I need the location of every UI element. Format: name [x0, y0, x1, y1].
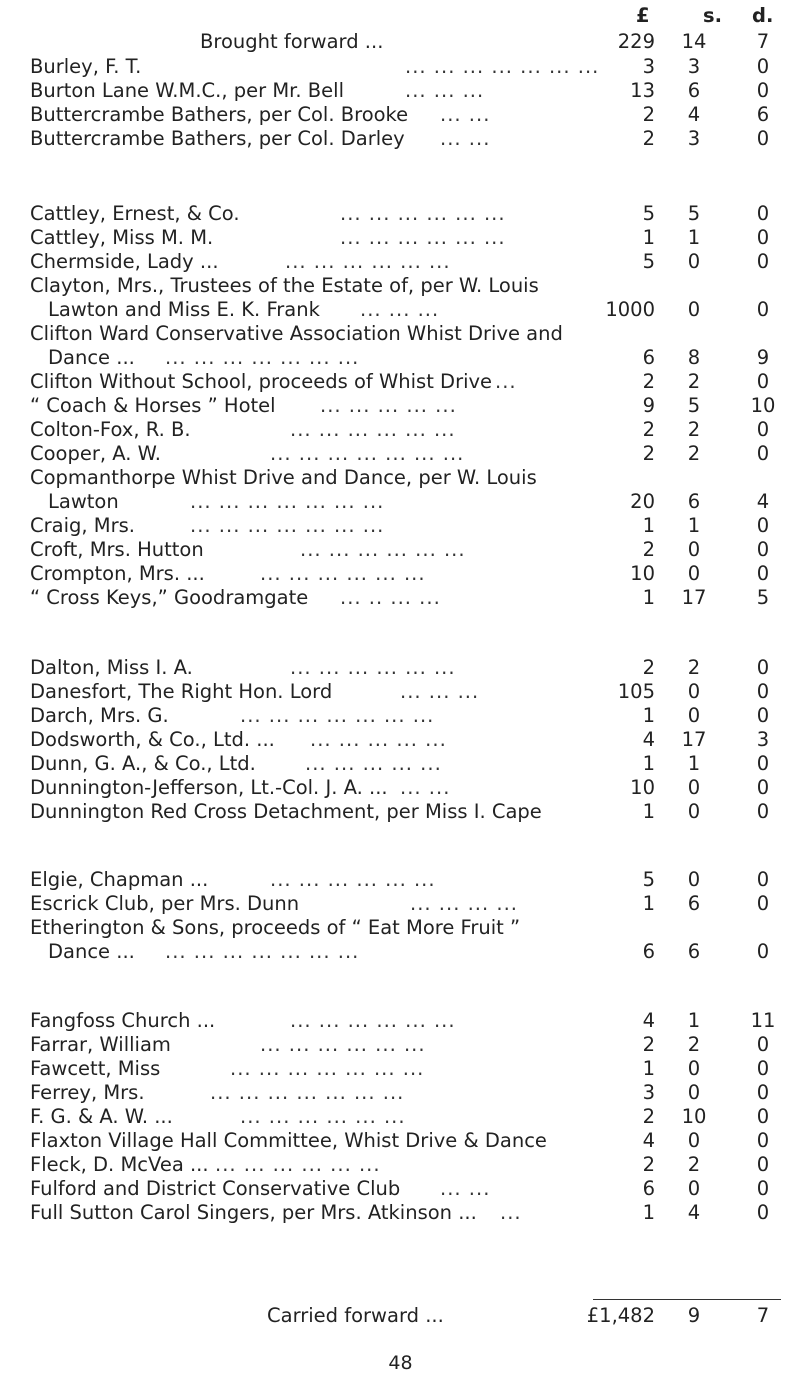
ledger-row — [0, 466, 801, 490]
entry-label: Crompton, Mrs. ... — [30, 562, 205, 585]
entry-pounds: 6 — [642, 346, 655, 369]
entry-shillings: 0 — [687, 1081, 701, 1104]
entry-pounds: 3 — [642, 1081, 655, 1104]
entry-shillings: 1 — [687, 514, 701, 537]
leader-dots: ... ... — [440, 103, 491, 126]
entry-pence: 0 — [756, 680, 770, 703]
leader-dots: ... ... ... ... ... ... ... — [240, 704, 435, 727]
leader-dots: ... ... ... ... ... ... — [340, 226, 506, 249]
entry-shillings: 6 — [687, 892, 701, 915]
entry-label: Escrick Club, per Mrs. Dunn — [30, 892, 300, 915]
entry-label: Lawton and Miss E. K. Frank — [48, 298, 320, 321]
entry-pence: 5 — [756, 586, 770, 609]
entry-shillings: 0 — [687, 1057, 701, 1080]
leader-dots: ... ... ... ... ... ... ... — [190, 514, 385, 537]
ledger-row — [0, 562, 801, 586]
entry-shillings: 2 — [687, 442, 701, 465]
entry-shillings: 4 — [687, 103, 701, 126]
entry-label: F. G. & A. W. ... — [30, 1105, 173, 1128]
leader-dots: ... ... — [440, 1177, 491, 1200]
entry-pence: 0 — [756, 127, 770, 150]
entry-label: Darch, Mrs. G. — [30, 704, 169, 727]
entry-pounds: 3 — [642, 55, 655, 78]
shillings-column-heading: s. — [703, 4, 723, 27]
ledger-row — [0, 1153, 801, 1177]
brought-forward-pence: 7 — [756, 30, 770, 53]
entry-pounds: 6 — [642, 1177, 655, 1200]
brought-forward-shillings: 14 — [681, 30, 707, 53]
entry-shillings: 0 — [687, 776, 701, 799]
entry-pounds: 5 — [642, 250, 655, 273]
entry-pence: 0 — [756, 442, 770, 465]
entry-label: Craig, Mrs. — [30, 514, 135, 537]
entry-label: Dalton, Miss I. A. — [30, 656, 193, 679]
leader-dots: ... ... ... ... ... ... — [260, 562, 426, 585]
leader-dots: ... ... ... ... ... ... — [300, 538, 466, 561]
entry-label: Colton-Fox, R. B. — [30, 418, 191, 441]
entry-label: Farrar, William — [30, 1033, 171, 1056]
leader-dots: ... ... — [440, 127, 491, 150]
ledger-row — [0, 1201, 801, 1225]
entry-pence: 0 — [756, 1105, 770, 1128]
entry-pounds: 1 — [642, 226, 655, 249]
entry-pounds: 1000 — [605, 298, 655, 321]
entry-label: Dance ... — [48, 346, 135, 369]
leader-dots: ... ... ... ... ... ... — [240, 1105, 406, 1128]
entry-label: Dodsworth, & Co., Ltd. ... — [30, 728, 275, 751]
entry-pounds: 4 — [642, 1129, 655, 1152]
leader-dots: ... ... ... ... ... ... ... — [190, 490, 385, 513]
entry-label: Flaxton Village Hall Committee, Whist Drive & Dance — [30, 1129, 547, 1152]
entry-pence: 0 — [756, 562, 770, 585]
entry-pence: 0 — [756, 55, 770, 78]
entry-label: Ferrey, Mrs. — [30, 1081, 145, 1104]
ledger-row — [0, 800, 801, 824]
entry-pounds: 2 — [642, 538, 655, 561]
entry-pounds: 6 — [642, 940, 655, 963]
entry-pence: 0 — [756, 1177, 770, 1200]
entry-label: Fulford and District Conservative Club — [30, 1177, 401, 1200]
entry-pounds: 2 — [642, 1153, 655, 1176]
ledger-row — [0, 940, 801, 964]
total-rule — [593, 1299, 781, 1300]
entry-pounds: 5 — [642, 868, 655, 891]
entry-shillings: 0 — [687, 1177, 701, 1200]
leader-dots: ... ... ... — [360, 298, 440, 321]
entry-pounds: 9 — [642, 394, 655, 417]
ledger-row — [0, 1081, 801, 1105]
leader-dots: ... ... ... ... — [410, 892, 518, 915]
entry-pounds: 2 — [642, 370, 655, 393]
entry-pence: 0 — [756, 1033, 770, 1056]
entry-pence: 0 — [756, 1129, 770, 1152]
entry-label: Clifton Ward Conservative Association Whist Drive and — [30, 322, 563, 345]
entry-pence: 0 — [756, 868, 770, 891]
leader-dots: ... ... ... ... ... ... ... — [405, 55, 600, 78]
entry-pence: 0 — [756, 514, 770, 537]
ledger-row — [0, 1105, 801, 1129]
entry-pounds: 2 — [642, 103, 655, 126]
entry-pence: 0 — [756, 1081, 770, 1104]
entry-label: Fleck, D. McVea ... — [30, 1153, 209, 1176]
leader-dots: ... ... ... ... ... ... — [290, 1009, 456, 1032]
entry-shillings: 8 — [687, 346, 701, 369]
entry-label: Etherington & Sons, proceeds of “ Eat More Fruit ” — [30, 916, 521, 939]
entry-shillings: 2 — [687, 418, 701, 441]
entry-pounds: 1 — [642, 1201, 655, 1224]
carried-forward-pence: 7 — [756, 1304, 770, 1327]
brought-forward-row — [0, 30, 801, 54]
entry-label: Burley, F. T. — [30, 55, 142, 78]
leader-dots: ... .. ... ... — [340, 586, 441, 609]
entry-shillings: 17 — [681, 586, 707, 609]
ledger-row — [0, 1057, 801, 1081]
entry-shillings: 0 — [687, 680, 701, 703]
leader-dots: ... ... ... ... ... — [320, 394, 457, 417]
leader-dots: ... ... ... ... ... ... — [290, 418, 456, 441]
entry-label: Dance ... — [48, 940, 135, 963]
ledger-row — [0, 298, 801, 322]
leader-dots: ... — [495, 370, 517, 393]
entry-pounds: 1 — [642, 704, 655, 727]
ledger-row — [0, 728, 801, 752]
entry-label: Elgie, Chapman ... — [30, 868, 209, 891]
leader-dots: ... — [500, 1201, 522, 1224]
entry-pounds: 20 — [630, 490, 655, 513]
ledger-row — [0, 1129, 801, 1153]
entry-pounds: 4 — [642, 1009, 655, 1032]
entry-shillings: 3 — [687, 127, 701, 150]
entry-pounds: 1 — [642, 1057, 655, 1080]
ledger-row — [0, 1033, 801, 1057]
brought-forward-label: Brought forward ... — [200, 30, 384, 53]
pounds-column-heading: £ — [636, 4, 650, 27]
entry-label: Cattley, Ernest, & Co. — [30, 202, 240, 225]
entry-pence: 0 — [756, 226, 770, 249]
entry-shillings: 0 — [687, 800, 701, 823]
entry-pounds: 1 — [642, 752, 655, 775]
entry-pounds: 5 — [642, 202, 655, 225]
entry-shillings: 2 — [687, 656, 701, 679]
entry-pence: 0 — [756, 79, 770, 102]
column-header — [0, 4, 801, 30]
entry-shillings: 2 — [687, 1153, 701, 1176]
leader-dots: ... ... ... ... ... ... ... — [165, 346, 360, 369]
entry-pence: 3 — [756, 728, 770, 751]
entry-label: Buttercrambe Bathers, per Col. Darley — [30, 127, 405, 150]
ledger-row — [0, 1009, 801, 1033]
entry-shillings: 10 — [681, 1105, 707, 1128]
entry-label: “ Coach & Horses ” Hotel — [30, 394, 276, 417]
entry-shillings: 6 — [687, 490, 701, 513]
carried-forward-shillings: 9 — [687, 1304, 701, 1327]
entry-shillings: 1 — [687, 226, 701, 249]
ledger-row — [0, 916, 801, 940]
entry-label: Chermside, Lady ... — [30, 250, 219, 273]
leader-dots: ... ... ... ... ... — [310, 728, 447, 751]
ledger-row — [0, 490, 801, 514]
ledger-row — [0, 202, 801, 226]
entry-shillings: 2 — [687, 370, 701, 393]
entry-label: Lawton — [48, 490, 119, 513]
entry-pence: 0 — [756, 776, 770, 799]
leader-dots: ... ... ... ... ... ... — [215, 1153, 381, 1176]
ledger-row — [0, 418, 801, 442]
entry-pence: 0 — [756, 298, 770, 321]
leader-dots: ... ... ... ... ... ... — [270, 868, 436, 891]
entry-pence: 0 — [756, 538, 770, 561]
ledger-row — [0, 346, 801, 370]
entry-label: Dunnington-Jefferson, Lt.-Col. J. A. ... — [30, 776, 388, 799]
entry-shillings: 5 — [687, 394, 701, 417]
entry-shillings: 3 — [687, 55, 701, 78]
entry-label: Copmanthorpe Whist Drive and Dance, per W. Louis — [30, 466, 537, 489]
entry-pounds: 2 — [642, 656, 655, 679]
ledger-row — [0, 752, 801, 776]
leader-dots: ... ... — [400, 776, 451, 799]
ledger-row — [0, 226, 801, 250]
ledger-row — [0, 514, 801, 538]
page-number: 48 — [388, 1352, 413, 1374]
entry-pence: 0 — [756, 800, 770, 823]
entry-pounds: 1 — [642, 800, 655, 823]
entry-pounds: 105 — [617, 680, 655, 703]
entry-label: Dunn, G. A., & Co., Ltd. — [30, 752, 256, 775]
entry-shillings: 0 — [687, 250, 701, 273]
carried-forward-pounds: £1,482 — [586, 1304, 655, 1327]
entry-shillings: 1 — [687, 1009, 701, 1032]
entry-pounds: 10 — [630, 776, 655, 799]
brought-forward-pounds: 229 — [617, 30, 655, 53]
entry-label: Cattley, Miss M. M. — [30, 226, 214, 249]
entry-pence: 0 — [756, 892, 770, 915]
ledger-row — [0, 79, 801, 103]
ledger-row — [0, 1177, 801, 1201]
leader-dots: ... ... ... ... ... ... ... — [230, 1057, 425, 1080]
entry-label: Clayton, Mrs., Trustees of the Estate of, per W. Louis — [30, 274, 539, 297]
entry-label: Croft, Mrs. Hutton — [30, 538, 204, 561]
entry-label: Burton Lane W.M.C., per Mr. Bell — [30, 79, 344, 102]
leader-dots: ... ... ... ... ... ... ... — [210, 1081, 405, 1104]
leader-dots: ... ... ... ... ... — [305, 752, 442, 775]
entry-shillings: 0 — [687, 562, 701, 585]
ledger-row — [0, 704, 801, 728]
entry-label: Fangfoss Church ... — [30, 1009, 216, 1032]
entry-shillings: 0 — [687, 1129, 701, 1152]
ledger-row — [0, 680, 801, 704]
ledger-row — [0, 250, 801, 274]
entry-label: Buttercrambe Bathers, per Col. Brooke — [30, 103, 409, 126]
entry-label: Fawcett, Miss — [30, 1057, 161, 1080]
ledger-row — [0, 776, 801, 800]
ledger-row — [0, 274, 801, 298]
entry-shillings: 0 — [687, 538, 701, 561]
entry-shillings: 2 — [687, 1033, 701, 1056]
ledger-row — [0, 442, 801, 466]
entry-pounds: 2 — [642, 1105, 655, 1128]
entry-shillings: 0 — [687, 868, 701, 891]
entry-pence: 0 — [756, 1201, 770, 1224]
entry-pence: 0 — [756, 370, 770, 393]
entry-shillings: 17 — [681, 728, 707, 751]
entry-pounds: 2 — [642, 1033, 655, 1056]
entry-pence: 9 — [756, 346, 770, 369]
entry-pence: 0 — [756, 202, 770, 225]
leader-dots: ... ... ... ... ... ... — [340, 202, 506, 225]
entry-pounds: 1 — [642, 892, 655, 915]
entry-pence: 0 — [756, 704, 770, 727]
leader-dots: ... ... ... ... ... ... ... — [165, 940, 360, 963]
entry-pence: 0 — [756, 418, 770, 441]
entry-pence: 0 — [756, 752, 770, 775]
entry-pence: 0 — [756, 1057, 770, 1080]
leader-dots: ... ... ... ... ... ... — [260, 1033, 426, 1056]
entry-shillings: 4 — [687, 1201, 701, 1224]
leader-dots: ... ... ... — [405, 79, 485, 102]
entry-label: “ Cross Keys,” Goodramgate — [30, 586, 309, 609]
entry-pounds: 4 — [642, 728, 655, 751]
leader-dots: ... ... ... ... ... ... ... — [270, 442, 465, 465]
ledger-row — [0, 127, 801, 151]
entry-shillings: 1 — [687, 752, 701, 775]
entry-pounds: 2 — [642, 127, 655, 150]
entry-label: Clifton Without School, proceeds of Whist Drive — [30, 370, 493, 393]
entry-pence: 0 — [756, 1153, 770, 1176]
carried-forward-label: Carried forward ... — [267, 1304, 444, 1327]
entry-label: Danesfort, The Right Hon. Lord — [30, 680, 333, 703]
entry-label: Full Sutton Carol Singers, per Mrs. Atkinson ... — [30, 1201, 477, 1224]
entry-pence: 4 — [756, 490, 770, 513]
ledger-row — [0, 394, 801, 418]
entry-label: Cooper, A. W. — [30, 442, 161, 465]
carried-forward-row — [0, 1304, 801, 1328]
entry-pence: 11 — [750, 1009, 776, 1032]
entry-pence: 0 — [756, 250, 770, 273]
entry-pounds: 1 — [642, 586, 655, 609]
ledger-row — [0, 322, 801, 346]
ledger-row — [0, 868, 801, 892]
entry-pence: 0 — [756, 940, 770, 963]
entry-pence: 0 — [756, 656, 770, 679]
leader-dots: ... ... ... — [400, 680, 480, 703]
entry-pence: 6 — [756, 103, 770, 126]
pence-column-heading: d. — [752, 4, 774, 27]
entry-shillings: 0 — [687, 704, 701, 727]
entry-label: Dunnington Red Cross Detachment, per Miss I. Cape — [30, 800, 542, 823]
entry-shillings: 6 — [687, 79, 701, 102]
entry-shillings: 6 — [687, 940, 701, 963]
entry-pounds: 10 — [630, 562, 655, 585]
ledger-row — [0, 892, 801, 916]
entry-pounds: 2 — [642, 418, 655, 441]
entry-pence: 10 — [750, 394, 776, 417]
entry-shillings: 5 — [687, 202, 701, 225]
ledger-row — [0, 370, 801, 394]
entry-pounds: 2 — [642, 442, 655, 465]
leader-dots: ... ... ... ... ... ... — [285, 250, 451, 273]
entry-shillings: 0 — [687, 298, 701, 321]
entry-pounds: 1 — [642, 514, 655, 537]
entry-pounds: 13 — [630, 79, 655, 102]
ledger-row — [0, 656, 801, 680]
ledger-row — [0, 103, 801, 127]
leader-dots: ... ... ... ... ... ... — [290, 656, 456, 679]
ledger-row — [0, 538, 801, 562]
ledger-row — [0, 55, 801, 79]
ledger-row — [0, 586, 801, 610]
